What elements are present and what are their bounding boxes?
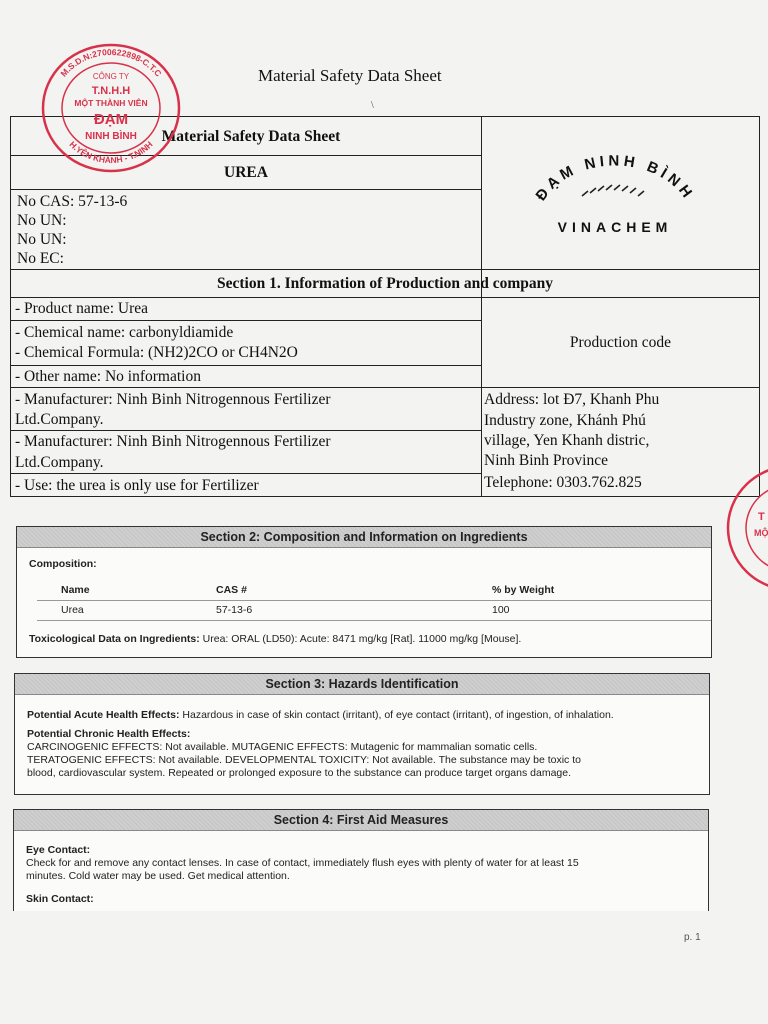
eye-contact-line-2: minutes. Cold water may be used. Get medical attention. xyxy=(26,870,290,882)
section2-title: Section 2: Composition and Information on Ingredients xyxy=(17,527,711,548)
eye-contact-line-1: Check for and remove any contact lenses. In case of contact, immediately flush eyes with plenty of water for at least 15 xyxy=(26,857,579,869)
table-rule xyxy=(37,620,711,621)
vinachem-logo xyxy=(520,146,710,246)
chemical-formula: - Chemical Formula: (NH2)2CO or CH4N2O xyxy=(15,344,298,361)
id-cas: No CAS: 57-13-6 xyxy=(17,193,128,210)
manufacturer-2-cont: Ltd.Company. xyxy=(15,454,104,471)
chronic-line-1: CARCINOGENIC EFFECTS: Not available. MUTAGENIC EFFECTS: Mutagenic for mammalian somatic cells. xyxy=(27,741,538,753)
id-un-2: No UN: xyxy=(17,231,67,248)
section3-box xyxy=(14,673,710,795)
skin-contact-label: Skin Contact: xyxy=(26,893,94,905)
column-header-weight: % by Weight xyxy=(492,584,555,596)
chronic-label: Potential Chronic Health Effects: xyxy=(27,728,191,740)
production-code: Production code xyxy=(569,334,672,351)
id-un-1: No UN: xyxy=(17,212,67,229)
company-stamp-partial xyxy=(724,462,768,597)
svg-text:NINH BÌNH: NINH BÌNH xyxy=(85,131,137,142)
table-title: Material Safety Data Sheet xyxy=(161,128,341,145)
address-line-2: Industry zone, Khánh Phú xyxy=(484,412,646,429)
page-number: p. 1 xyxy=(684,932,701,943)
other-name: - Other name: No information xyxy=(15,368,201,385)
acute-label: Potential Acute Health Effects: xyxy=(27,709,180,721)
telephone: Telephone: 0303.762.825 xyxy=(484,474,642,491)
product-name: - Product name: Urea xyxy=(15,300,148,317)
address-line-3: village, Yen Khanh distric, xyxy=(484,432,650,449)
address-line-4: Ninh Binh Province xyxy=(484,452,608,469)
row-name: Urea xyxy=(61,604,84,616)
tox-data xyxy=(29,633,521,646)
logo-arc-text: ĐẠM NINH BÌNH xyxy=(532,152,698,205)
manufacturer-2: - Manufacturer: Ninh Binh Nitrogennous Fertilizer xyxy=(15,433,331,450)
svg-text:ĐẠM: ĐẠM xyxy=(93,111,129,128)
scan-mark: \ xyxy=(371,100,374,111)
manufacturer-1-cont: Ltd.Company. xyxy=(15,411,104,428)
logo-arc xyxy=(520,146,710,226)
chemical-name: - Chemical name: carbonyldiamide xyxy=(15,324,234,341)
page-title: Material Safety Data Sheet xyxy=(258,66,442,85)
column-header-name: Name xyxy=(61,584,90,596)
id-ec: No EC: xyxy=(17,250,64,267)
company-stamp xyxy=(40,42,182,179)
logo-wordmark: VINACHEM xyxy=(557,219,673,235)
use: - Use: the urea is only use for Fertilizer xyxy=(15,477,259,494)
svg-text:M.S.D.N:2700622898-C.T.C: M.S.D.N:2700622898-C.T.C xyxy=(58,46,164,79)
svg-text:T.N.H.H: T.N.H.H xyxy=(91,85,131,97)
svg-text:H.YÊN KHÁNH - T.NINH: H.YÊN KHÁNH - T.NINH xyxy=(67,139,155,166)
acute-effects xyxy=(27,709,614,722)
product-heading: UREA xyxy=(224,164,268,181)
row-weight: 100 xyxy=(492,604,510,616)
tox-label: Toxicological Data on Ingredients: xyxy=(29,633,200,645)
column-header-cas: CAS # xyxy=(216,584,247,596)
chronic-line-2: TERATOGENIC EFFECTS: Not available. DEVELOPMENTAL TOXICITY: Not available. The substance may be toxic to xyxy=(27,754,581,766)
chronic-line-3: blood, cardiovascular system. Repeated or prolonged exposure to the substance can produce target organs damage. xyxy=(27,767,572,779)
svg-text:MỘT THÀNH VIÊN: MỘT THÀNH VIÊN xyxy=(74,98,148,108)
section1-heading: Section 1. Information of Production and company xyxy=(217,275,553,292)
svg-text:ĐẠM NINH BÌNH xyxy=(533,153,698,205)
row-cas: 57-13-6 xyxy=(216,604,253,616)
svg-text:MỘ: MỘ xyxy=(754,528,768,538)
eye-contact-label: Eye Contact: xyxy=(26,844,91,856)
manufacturer-1: - Manufacturer: Ninh Binh Nitrogennous Fertilizer xyxy=(15,391,331,408)
wheat-icon xyxy=(582,185,644,196)
section4-title: Section 4: First Aid Measures xyxy=(14,810,708,831)
svg-text:CÔNG TY: CÔNG TY xyxy=(92,72,130,81)
section2-box xyxy=(16,526,712,658)
svg-text:T: T xyxy=(758,511,765,523)
acute-text: Hazardous in case of skin contact (irritant), of eye contact (irritant), of ingestion, of inhalation. xyxy=(182,709,614,721)
address-line-1: Address: lot Đ7, Khanh Phu xyxy=(484,391,660,408)
section3-title: Section 3: Hazards Identification xyxy=(15,674,709,695)
composition-label: Composition: xyxy=(29,558,97,570)
section4-box xyxy=(13,809,709,911)
tox-text: Urea: ORAL (LD50): Acute: 8471 mg/kg [Rat]. 11000 mg/kg [Mouse]. xyxy=(202,633,522,645)
table-rule xyxy=(37,600,711,601)
